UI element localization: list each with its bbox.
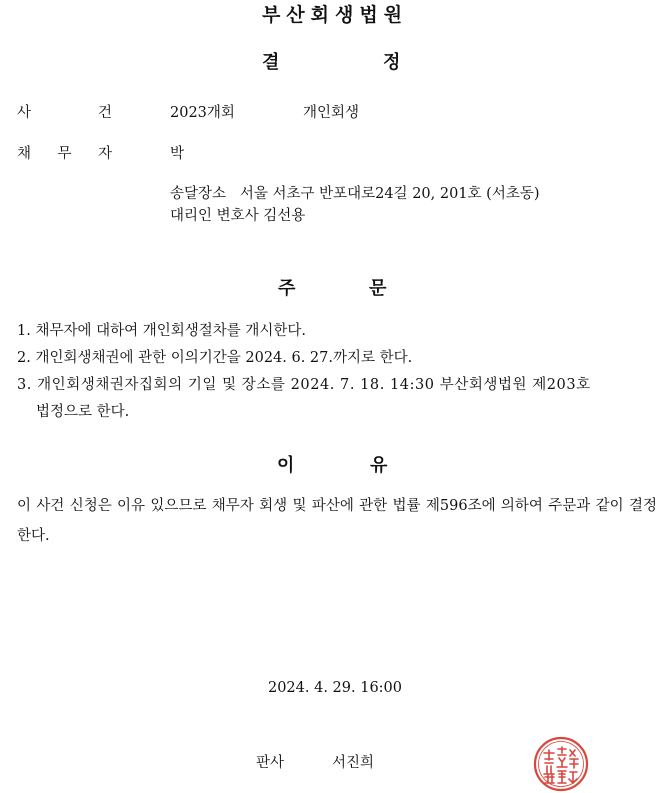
order-title-char-2: 문 xyxy=(369,278,387,299)
case-label xyxy=(17,101,112,122)
doc-title-char-1: 결 xyxy=(262,52,280,73)
case-type: 개인회생 xyxy=(303,105,360,121)
judge-name: 서진희 xyxy=(332,755,375,771)
order-item-1: 1. 채무자에 대하여 개인회생절차를 개시한다. xyxy=(17,323,307,339)
debtor-label xyxy=(17,142,112,163)
reason-title-char-2: 유 xyxy=(370,455,388,476)
reason-title-char-1: 이 xyxy=(277,455,295,476)
case-label-char-1: 사 xyxy=(17,105,32,121)
doc-title-char-2: 정 xyxy=(383,52,401,73)
case-number: 2023개회 xyxy=(170,105,235,121)
address-line xyxy=(170,182,540,203)
debtor-label-char-3: 자 xyxy=(97,146,112,162)
order-item-3-line-2: 법정으로 한다. xyxy=(36,404,130,420)
address-value: 서울 서초구 반포대로24길 20, 201호 (서초동) xyxy=(239,186,540,202)
court-name: 부산회생법원 xyxy=(261,4,409,26)
order-title-char-1: 주 xyxy=(278,278,296,299)
order-item-3-text: 3. 개인회생채권자집회의 기일 및 장소를 2024. 7. 18. 14:30 부산회생법원 제203호 xyxy=(17,377,591,393)
order-item-2: 2. 개인회생채권에 관한 이의기간을 2024. 6. 27.까지로 한다. xyxy=(17,350,413,366)
order-item-3-line-1 xyxy=(17,373,657,394)
judge-label: 판사 xyxy=(256,755,285,771)
debtor-label-char-1: 채 xyxy=(17,146,32,162)
address-label: 송달장소 xyxy=(170,186,227,202)
agent-line: 대리인 변호사 김선용 xyxy=(170,208,306,224)
reason-text: 이 사건 신청은 이유 있으므로 채무자 회생 및 파산에 관한 법률 제596조에 의하여 주문과 같이 결정한다. xyxy=(17,498,657,544)
court-seal-icon xyxy=(532,735,590,793)
debtor-label-char-2: 무 xyxy=(57,146,72,162)
case-label-char-2: 건 xyxy=(97,105,112,121)
debtor-name: 박 xyxy=(170,146,185,162)
decision-date: 2024. 4. 29. 16:00 xyxy=(267,680,403,696)
